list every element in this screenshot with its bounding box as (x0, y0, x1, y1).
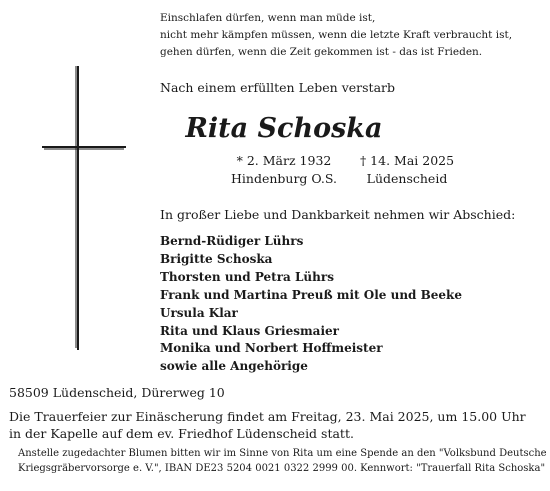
mourner-item: sowie alle Angehörige (160, 359, 308, 374)
death-place: Lüdenscheid (366, 171, 448, 186)
mourners-list (160, 233, 462, 376)
deceased-name: Rita Schoska (185, 113, 383, 144)
death-info (352, 152, 462, 188)
poem-line: nicht mehr kämpfen müssen, wenn die letzte Kraft verbraucht ist, (160, 29, 513, 41)
death-date: † 14. Mai 2025 (359, 153, 455, 168)
ceremony-line: in der Kapelle auf dem ev. Friedhof Lüdenscheid statt. (9, 426, 354, 441)
intro-text: Nach einem erfüllten Leben verstarb (160, 80, 395, 95)
mourner-item: Frank und Martina Preuß mit Ole und Beeke (160, 287, 462, 302)
mourner-item: Ursula Klar (160, 305, 238, 320)
poem (160, 10, 512, 61)
mourner-item: Bernd-Rüdiger Lührs (160, 234, 304, 248)
birth-place: Hindenburg O.S. (231, 171, 337, 186)
birth-info (228, 152, 340, 188)
donation-info (18, 446, 547, 476)
cross-icon (40, 62, 130, 352)
ceremony-info (9, 408, 526, 442)
poem-line: gehen dürfen, wenn die Zeit gekommen ist - das ist Frieden. (160, 46, 483, 58)
poem-line: Einschlafen dürfen, wenn man müde ist, (160, 12, 376, 24)
ceremony-line: Die Trauerfeier zur Einäscherung findet am Freitag, 23. Mai 2025, um 15.00 Uhr (9, 409, 526, 424)
mourner-item: Thorsten und Petra Lührs (160, 269, 334, 284)
birth-date: * 2. März 1932 (236, 153, 332, 168)
farewell-text: In großer Liebe und Dankbarkeit nehmen wir Abschied: (160, 207, 516, 222)
mourner-item: Rita und Klaus Griesmaier (160, 323, 339, 338)
donation-line: Anstelle zugedachter Blumen bitten wir im Sinne von Rita um eine Spende an den "Volksbund Deutsche (18, 448, 547, 459)
mourner-item: Brigitte Schoska (160, 251, 273, 266)
donation-line: Kriegsgräbervorsorge e. V.", IBAN DE23 5204 0021 0322 2999 00. Kennwort: "Trauerfall Rita Schoska" (18, 463, 546, 474)
address: 58509 Lüdenscheid, Dürerweg 10 (9, 385, 225, 400)
mourner-item: Monika und Norbert Hoffmeister (160, 341, 383, 356)
